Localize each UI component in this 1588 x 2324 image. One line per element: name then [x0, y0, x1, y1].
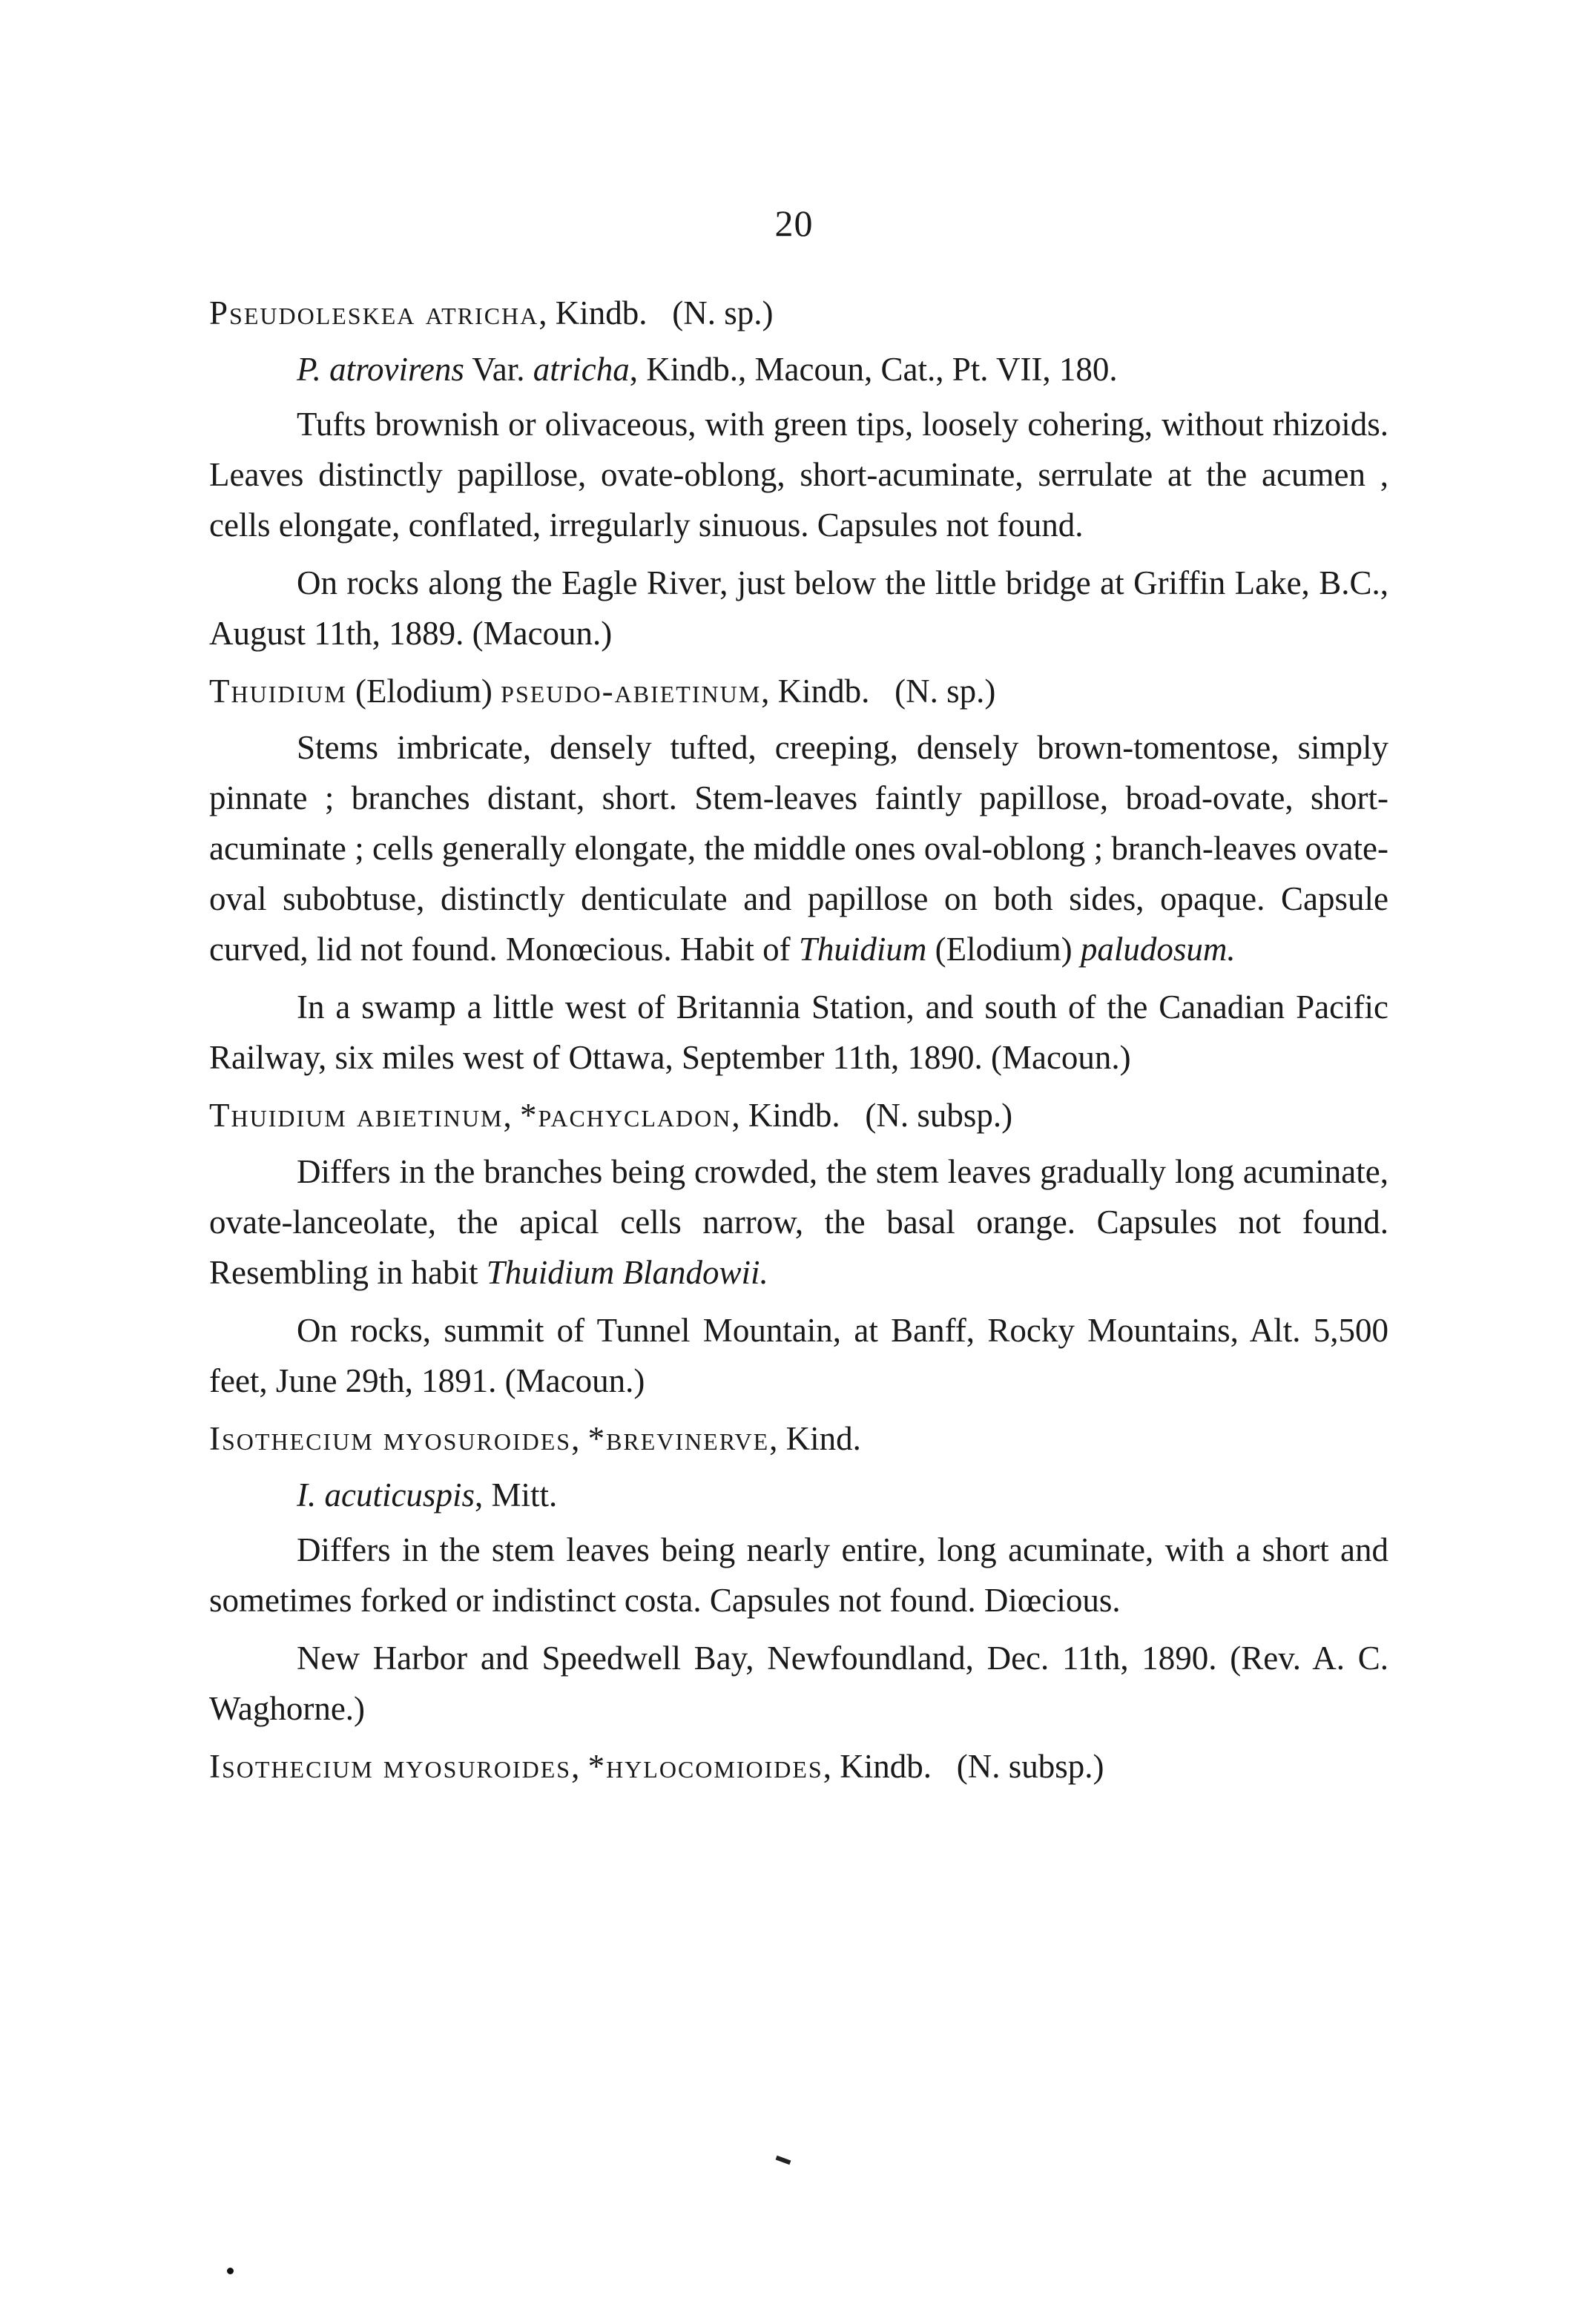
- species-heading-isothecium-hylocomioides: [209, 1741, 1388, 1792]
- species-name: Pseudoleskea atricha: [209, 294, 539, 331]
- synonym-line: [209, 1470, 1388, 1520]
- scan-dot: [227, 2268, 234, 2274]
- species-name: Isothecium myosuroides: [209, 1748, 572, 1785]
- species-note: (N. sp.): [672, 294, 774, 331]
- synonym-name: P. atrovirens: [297, 351, 464, 388]
- species-locality: On rocks, summit of Tunnel Mountain, at Banff, Rocky Mountains, Alt. 5,500 feet, June 29th, 1891. (Macoun.): [209, 1312, 1388, 1399]
- species-heading-thuidium-abietinum-pachycladon: [209, 1090, 1388, 1140]
- synonym-reference: , Mitt.: [474, 1476, 558, 1513]
- species-subspecies: *brevinerve: [587, 1420, 770, 1457]
- synonym-var-label: Var.: [464, 351, 533, 388]
- heading-separator: ,: [571, 1748, 588, 1785]
- heading-separator: ,: [503, 1097, 520, 1134]
- species-author: , Kindb.: [761, 673, 870, 710]
- species-description: [209, 722, 1388, 974]
- species-subgenus: (Elodium): [346, 673, 501, 710]
- page-number: 20: [774, 202, 814, 244]
- species-author: , Kindb.: [823, 1748, 932, 1785]
- habit-subgenus: (Elodium): [926, 931, 1081, 968]
- description-text: Stems imbricate, densely tufted, creeping, densely brown-tomentose, simply pinnate ; branches distant, short. Stem-leaves faintly papillose, broad-ovate, short-acuminate ; cells generally elongate, the middle ones oval-oblong ; branch-leaves ovate-oval subobtuse, distinctly denticulate and papillose on both sides, opaque. Capsule curved, lid not found. Monœcious. Habit of: [209, 729, 1388, 968]
- species-subspecies: *hylocomioides: [587, 1748, 823, 1785]
- species-note: (N. subsp.): [956, 1748, 1104, 1785]
- species-note: (N. sp.): [895, 673, 996, 710]
- heading-separator: ,: [571, 1420, 588, 1457]
- species-locality: New Harbor and Speedwell Bay, Newfoundland, Dec. 11th, 1890. (Rev. A. C. Waghorne.): [209, 1640, 1388, 1727]
- species-name: Isothecium myosuroides: [209, 1420, 572, 1457]
- scan-mark: [776, 2156, 791, 2165]
- synonym-reference: , Kindb., Macoun, Cat., Pt. VII, 180.: [629, 351, 1118, 388]
- description-text: Differs in the branches being crowded, the stem leaves gradually long acuminate, ovate-lanceolate, the apical cells narrow, the basal orange. Capsules not found. Resembling in habit: [209, 1153, 1388, 1291]
- species-heading-thuidium-pseudo-abietinum: [209, 666, 1388, 716]
- species-description: Differs in the stem leaves being nearly entire, long acuminate, with a short and sometimes forked or indistinct costa. Capsules not found. Diœcious.: [209, 1531, 1388, 1619]
- document-body: [209, 288, 1388, 1798]
- species-heading-pseudoleskea-atricha: [209, 288, 1388, 338]
- species-subspecies: *pachycladon: [519, 1097, 732, 1134]
- species-description: [209, 1146, 1388, 1298]
- habit-genus: Thuidium: [798, 931, 927, 968]
- synonym-var: atricha: [533, 351, 630, 388]
- synonym-line: [209, 344, 1388, 395]
- species-name: Thuidium abietinum: [209, 1097, 504, 1134]
- species-genus: Thuidium: [209, 673, 347, 710]
- habit-name: Thuidium Blandowii.: [486, 1254, 768, 1291]
- species-author: , Kindb.: [538, 294, 648, 331]
- species-epithet: pseudo-abietinum: [501, 673, 762, 710]
- synonym-name: I. acuticuspis: [297, 1476, 475, 1513]
- species-author: , Kind.: [769, 1420, 861, 1457]
- species-locality: On rocks along the Eagle River, just below the little bridge at Griffin Lake, B.C., August 11th, 1889. (Macoun.): [209, 564, 1388, 652]
- species-description: Tufts brownish or olivaceous, with green tips, loosely cohering, without rhizoids. Leaves distinctly papillose, ovate-oblong, short-acuminate, serrulate at the acumen , cells elongate, conflated, irregularly sinuous. Capsules not found.: [209, 406, 1388, 544]
- species-locality: In a swamp a little west of Britannia Station, and south of the Canadian Pacific Railway, six miles west of Ottawa, September 11th, 1890. (Macoun.): [209, 988, 1388, 1076]
- species-note: (N. subsp.): [865, 1097, 1013, 1134]
- species-heading-isothecium-brevinerve: [209, 1413, 1388, 1464]
- habit-species: paludosum.: [1080, 931, 1236, 968]
- species-author: , Kindb.: [731, 1097, 840, 1134]
